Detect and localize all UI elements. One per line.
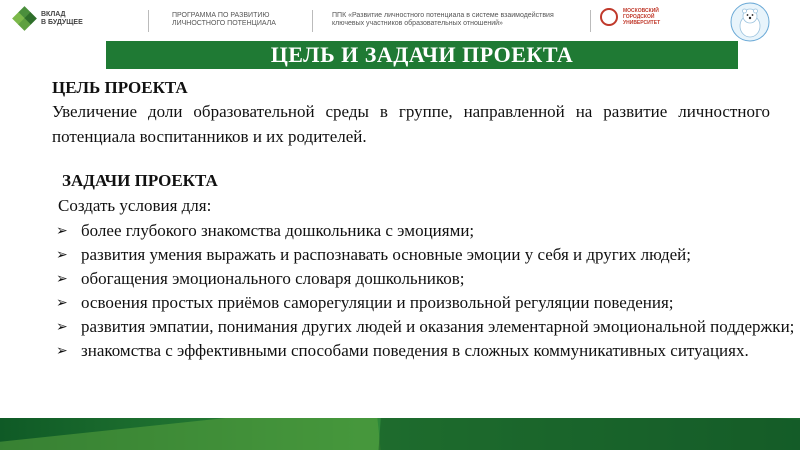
task-text: развития умения выражать и распознавать основные эмоции у себя и других людей;: [81, 245, 691, 264]
list-item: [56, 339, 800, 363]
logo-line1: ВКЛАД: [41, 11, 66, 18]
list-item: [56, 315, 800, 339]
list-item: [56, 291, 800, 315]
bottom-decorative-band: [0, 418, 800, 450]
task-text: знакомства с эффективными способами поведения в сложных коммуникативных ситуациях.: [81, 341, 749, 360]
task-text: обогащения эмоционального словаря дошкольников;: [81, 269, 465, 288]
arrow-bullet-icon: ➢: [56, 271, 68, 287]
logo-line2: В БУДУЩЕЕ: [41, 19, 83, 26]
uni-line2: ГОРОДСКОЙ: [623, 14, 655, 20]
list-item: [56, 243, 800, 267]
vklad-logo-icon: [14, 8, 36, 30]
ppk-line1: ППК «Развитие личностного потенциала в системе взаимодействия: [332, 12, 554, 19]
program-line1: ПРОГРАММА ПО РАЗВИТИЮ: [172, 12, 270, 19]
task-text: развития эмпатии, понимания других людей и оказания элементарной эмоциональной поддержки;: [81, 317, 795, 336]
goal-heading: ЦЕЛЬ ПРОЕКТА: [52, 78, 188, 97]
header-divider: [148, 10, 149, 32]
program-line2: ЛИЧНОСТНОГО ПОТЕНЦИАЛА: [172, 20, 276, 27]
arrow-bullet-icon: ➢: [56, 343, 68, 359]
ppk-line2: ключевых участников образовательных отношений»: [332, 20, 503, 27]
arrow-bullet-icon: ➢: [56, 247, 68, 263]
vklad-logo: [14, 8, 83, 30]
task-text: более глубокого знакомства дошкольника с эмоциями;: [81, 221, 475, 240]
arrow-bullet-icon: ➢: [56, 319, 68, 335]
university-emblem-icon: [600, 8, 618, 26]
title-banner: [106, 41, 738, 69]
arrow-bullet-icon: ➢: [56, 223, 68, 239]
header-divider: [312, 10, 313, 32]
list-item: [56, 267, 800, 291]
tasks-list: [56, 219, 800, 363]
polar-bear-mascot-icon: [730, 2, 770, 42]
tasks-heading: ЗАДАЧИ ПРОЕКТА: [62, 171, 218, 190]
task-text: освоения простых приёмов саморегуляции и произвольной регуляции поведения;: [81, 293, 674, 312]
header: [0, 0, 800, 40]
university-logo: [600, 8, 660, 26]
program-label: [172, 12, 276, 28]
uni-line1: МОСКОВСКИЙ: [623, 8, 659, 14]
ppk-label: [332, 12, 554, 28]
arrow-bullet-icon: ➢: [56, 295, 68, 311]
header-divider: [590, 10, 591, 32]
page-title: ЦЕЛЬ И ЗАДАЧИ ПРОЕКТА: [270, 42, 574, 67]
goal-text: Увеличение доли образовательной среды в группе, направленной на развитие личностного потенциала воспитанников и их родителей.: [52, 102, 770, 146]
uni-line3: УНИВЕРСИТЕТ: [623, 20, 661, 26]
list-item: [56, 219, 800, 243]
tasks-intro: Создать условия для:: [58, 196, 212, 215]
